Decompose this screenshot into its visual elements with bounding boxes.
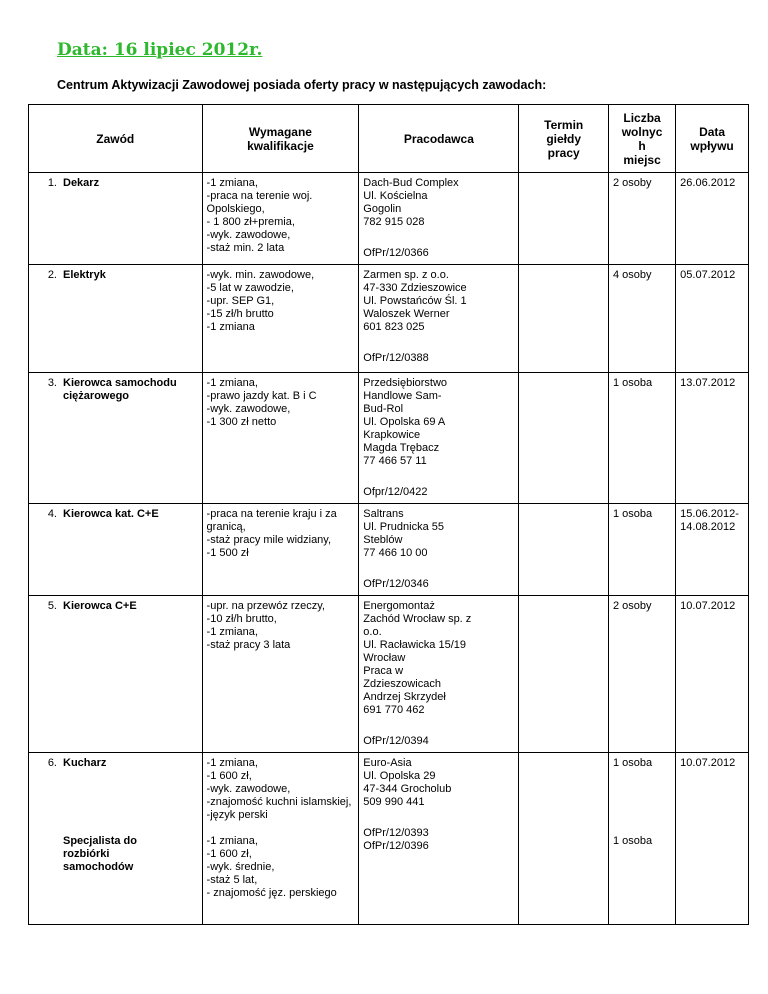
cell-zawod: 6. Kucharz Specjalista do rozbiórki samochodów xyxy=(29,753,203,925)
cell-data: 13.07.2012 xyxy=(676,373,749,504)
table-row xyxy=(29,173,749,265)
cell-kwalifikacje: -upr. na przewóz rzeczy, -10 zł/h brutto, -1 zmiana, -staż pracy 3 lata xyxy=(202,596,359,753)
cell-termin xyxy=(519,753,609,925)
offer-reference: OfPr/12/0366 xyxy=(363,247,429,259)
cell-termin xyxy=(519,265,609,373)
table-row xyxy=(29,504,749,596)
cell-kwalifikacje: -praca na terenie kraju i za granicą, -staż pracy mile widziany, -1 500 zł xyxy=(202,504,359,596)
cell-zawod: 1. Dekarz xyxy=(29,173,203,265)
cell-pracodawca: Energomontaż Zachód Wrocław sp. z o.o. Ul. Racławicka 15/19 Wrocław Praca w Zdzieszowicach Andrzej Skrzydeł 691 770 462 OfPr/12/0394 xyxy=(359,596,519,753)
header-pracodawca: Pracodawca xyxy=(359,105,519,173)
cell-data: 10.07.2012 xyxy=(676,753,749,925)
cell-pracodawca: Dach-Bud Complex Ul. Kościelna Gogolin 782 915 028 OfPr/12/0366 xyxy=(359,173,519,265)
header-liczba: Liczba wolnyc h miejsc xyxy=(608,105,675,173)
header-kwalifikacje: Wymagane kwalifikacje xyxy=(202,105,359,173)
job-offers-table xyxy=(28,104,749,925)
cell-liczba: 1 osoba 1 osoba xyxy=(608,753,675,925)
cell-data: 15.06.2012- 14.08.2012 xyxy=(676,504,749,596)
cell-data: 10.07.2012 xyxy=(676,596,749,753)
offer-reference: OfPr/12/0388 xyxy=(363,352,429,364)
cell-pracodawca: Zarmen sp. z o.o. 47-330 Zdzieszowice Ul. Powstańców Śl. 1 Waloszek Werner 601 823 025 OfPr/12/0388 xyxy=(359,265,519,373)
cell-liczba: 2 osoby xyxy=(608,596,675,753)
table-row xyxy=(29,265,749,373)
cell-data: 26.06.2012 xyxy=(676,173,749,265)
offer-reference: Ofpr/12/0422 xyxy=(363,486,428,498)
cell-zawod: 2. Elektryk xyxy=(29,265,203,373)
cell-pracodawca: Saltrans Ul. Prudnicka 55 Steblów 77 466 10 00 OfPr/12/0346 xyxy=(359,504,519,596)
document-date: Data: 16 lipiec 2012r. xyxy=(57,40,263,60)
cell-pracodawca: Przedsiębiorstwo Handlowe Sam- Bud-Rol Ul. Opolska 69 A Krapkowice Magda Trębacz 77 466 57 11 Ofpr/12/0422 xyxy=(359,373,519,504)
table-row xyxy=(29,373,749,504)
sub-liczba: 1 osoba xyxy=(612,835,653,847)
table-row xyxy=(29,753,749,925)
offer-reference: OfPr/12/0394 xyxy=(363,735,429,747)
cell-liczba: 1 osoba xyxy=(608,373,675,504)
cell-kwalifikacje: -wyk. min. zawodowe, -5 lat w zawodzie, -upr. SEP G1, -15 zł/h brutto -1 zmiana xyxy=(202,265,359,373)
cell-liczba: 2 osoby xyxy=(608,173,675,265)
cell-zawod: 4. Kierowca kat. C+E xyxy=(29,504,203,596)
table-row xyxy=(29,596,749,753)
cell-kwalifikacje: -1 zmiana, -prawo jazdy kat. B i C -wyk. zawodowe, -1 300 zł netto xyxy=(202,373,359,504)
document-heading: Centrum Aktywizacji Zawodowej posiada oferty pracy w następujących zawodach: xyxy=(57,78,547,92)
cell-liczba: 4 osoby xyxy=(608,265,675,373)
header-termin: Termin giełdy pracy xyxy=(519,105,609,173)
cell-pracodawca: Euro-Asia Ul. Opolska 29 47-344 Grocholub 509 990 441 OfPr/12/0393 OfPr/12/0396 xyxy=(359,753,519,925)
cell-zawod: 5. Kierowca C+E xyxy=(29,596,203,753)
table-header-row xyxy=(29,105,749,173)
cell-termin xyxy=(519,504,609,596)
sub-kwalifikacje: -1 zmiana, -1 600 zł, -wyk. średnie, -staż 5 lat, - znajomość jęz. perskiego xyxy=(206,835,337,899)
cell-data: 05.07.2012 xyxy=(676,265,749,373)
cell-termin xyxy=(519,373,609,504)
cell-liczba: 1 osoba xyxy=(608,504,675,596)
cell-termin xyxy=(519,596,609,753)
header-data-wplywu: Data wpływu xyxy=(676,105,749,173)
offer-reference: OfPr/12/0393 OfPr/12/0396 xyxy=(363,827,429,852)
header-zawod: Zawód xyxy=(29,105,203,173)
cell-kwalifikacje: -1 zmiana, -1 600 zł, -wyk. zawodowe, -znajomość kuchni islamskiej, -język perski -1 zmiana, -1 600 zł, -wyk. średnie, -staż 5 lat, - znajomość jęz. perskiego xyxy=(202,753,359,925)
cell-kwalifikacje: -1 zmiana, -praca na terenie woj. Opolskiego, - 1 800 zł+premia, -wyk. zawodowe, -staż min. 2 lata xyxy=(202,173,359,265)
cell-termin xyxy=(519,173,609,265)
cell-zawod: 3. Kierowca samochodu ciężarowego xyxy=(29,373,203,504)
sub-profession: Specjalista do rozbiórki samochodów xyxy=(63,835,137,873)
offer-reference: OfPr/12/0346 xyxy=(363,578,429,590)
